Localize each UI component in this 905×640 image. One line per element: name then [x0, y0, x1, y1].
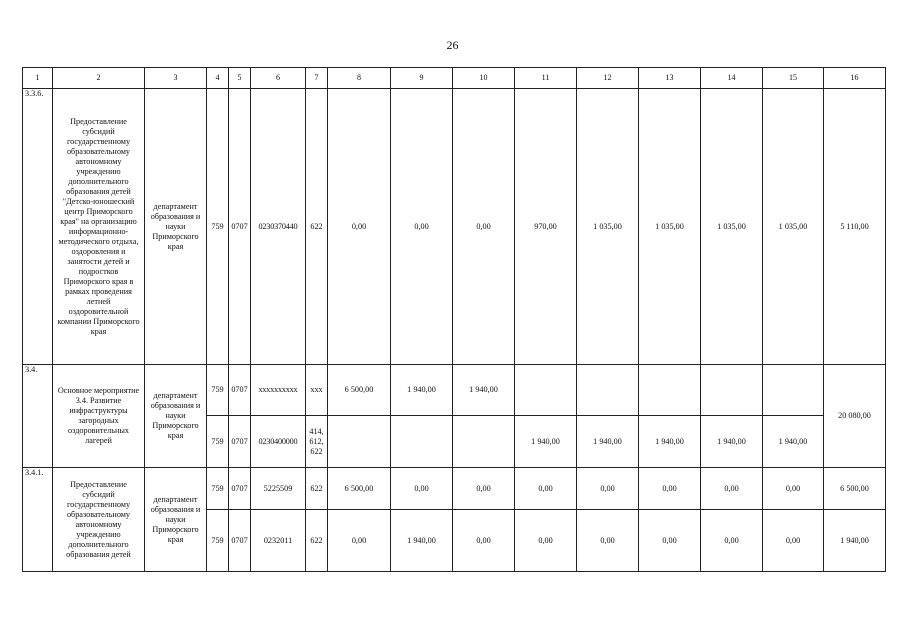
target-code: 0230400000 — [251, 416, 306, 468]
header-cell: 1 — [23, 68, 53, 89]
value-cell: 0,00 — [328, 510, 391, 572]
table-row — [23, 89, 886, 365]
total-cell: 20 080,00 — [824, 365, 886, 468]
expense-code: 414, 612, 622 — [306, 416, 328, 468]
expense-code: 622 — [306, 510, 328, 572]
value-cell: 1 940,00 — [639, 416, 701, 468]
target-code: 5225509 — [251, 468, 306, 510]
value-cell: 1 035,00 — [639, 89, 701, 365]
header-cell: 11 — [515, 68, 577, 89]
target-code: 0230370440 — [251, 89, 306, 365]
empty-cell — [763, 365, 824, 416]
value-cell: 1 035,00 — [701, 89, 763, 365]
value-cell: 1 940,00 — [453, 365, 515, 416]
expense-code: 622 — [306, 468, 328, 510]
value-cell: 0,00 — [639, 510, 701, 572]
item-name: Основное мероприятие 3.4. Развитие инфраструктуры загородных оздоровительных лагерей — [53, 365, 145, 468]
target-code: 0232011 — [251, 510, 306, 572]
value-cell: 0,00 — [639, 468, 701, 510]
expense-code: xxx — [306, 365, 328, 416]
grbs-code: 759 — [207, 510, 229, 572]
header-cell: 14 — [701, 68, 763, 89]
header-cell: 8 — [328, 68, 391, 89]
value-cell: 0,00 — [701, 468, 763, 510]
empty-cell — [577, 365, 639, 416]
value-cell: 0,00 — [701, 510, 763, 572]
total-cell: 6 500,00 — [824, 468, 886, 510]
empty-cell — [453, 416, 515, 468]
value-cell: 1 940,00 — [763, 416, 824, 468]
item-number: 3.3.6. — [23, 89, 53, 365]
value-cell: 0,00 — [453, 89, 515, 365]
total-cell: 1 940,00 — [824, 510, 886, 572]
total-cell: 5 110,00 — [824, 89, 886, 365]
value-cell: 0,00 — [391, 89, 453, 365]
section-code: 0707 — [229, 468, 251, 510]
value-cell: 1 940,00 — [515, 416, 577, 468]
value-cell: 6 500,00 — [328, 365, 391, 416]
header-cell: 2 — [53, 68, 145, 89]
value-cell: 1 035,00 — [577, 89, 639, 365]
value-cell: 1 035,00 — [763, 89, 824, 365]
header-cell: 15 — [763, 68, 824, 89]
item-number: 3.4. — [23, 365, 53, 468]
executor-cell: департамент образования и науки Приморского края — [145, 468, 207, 572]
section-code: 0707 — [229, 89, 251, 365]
value-cell: 1 940,00 — [391, 510, 453, 572]
empty-cell — [515, 365, 577, 416]
table-row — [23, 365, 886, 416]
empty-cell — [701, 365, 763, 416]
value-cell: 1 940,00 — [391, 365, 453, 416]
header-cell: 10 — [453, 68, 515, 89]
section-code: 0707 — [229, 510, 251, 572]
section-code: 0707 — [229, 416, 251, 468]
value-cell: 0,00 — [577, 468, 639, 510]
expense-code: 622 — [306, 89, 328, 365]
header-cell: 16 — [824, 68, 886, 89]
empty-cell — [391, 416, 453, 468]
item-name: Предоставление субсидий государственному образовательному автономному учреждению дополнительного образования детей — [53, 468, 145, 572]
executor-cell: департамент образования и науки Приморского края — [145, 89, 207, 365]
value-cell: 0,00 — [515, 510, 577, 572]
grbs-code: 759 — [207, 89, 229, 365]
header-cell: 13 — [639, 68, 701, 89]
value-cell: 0,00 — [328, 89, 391, 365]
table-row — [23, 468, 886, 510]
value-cell: 6 500,00 — [328, 468, 391, 510]
empty-cell — [639, 365, 701, 416]
grbs-code: 759 — [207, 365, 229, 416]
header-row — [23, 68, 886, 89]
value-cell: 0,00 — [577, 510, 639, 572]
value-cell: 1 940,00 — [701, 416, 763, 468]
header-cell: 12 — [577, 68, 639, 89]
value-cell: 0,00 — [763, 510, 824, 572]
empty-cell — [328, 416, 391, 468]
value-cell: 970,00 — [515, 89, 577, 365]
header-cell: 7 — [306, 68, 328, 89]
executor-cell: департамент образования и науки Приморского края — [145, 365, 207, 468]
header-cell: 4 — [207, 68, 229, 89]
header-cell: 9 — [391, 68, 453, 89]
value-cell: 0,00 — [453, 468, 515, 510]
value-cell: 0,00 — [515, 468, 577, 510]
header-cell: 5 — [229, 68, 251, 89]
section-code: 0707 — [229, 365, 251, 416]
grbs-code: 759 — [207, 468, 229, 510]
page-number: 26 — [446, 38, 459, 52]
value-cell: 1 940,00 — [577, 416, 639, 468]
item-name: Предоставление субсидий государственному образовательному автономному учреждению дополнительного образования детей "Детско-юношеский центр Приморского края" на организацию информационно-методического отдыха, оздоровления и занятости детей и подростков Приморского края в рамках проведения летней оздоровительной компании Приморского края — [53, 89, 145, 365]
value-cell: 0,00 — [763, 468, 824, 510]
header-cell: 3 — [145, 68, 207, 89]
target-code: xxxxxxxxxx — [251, 365, 306, 416]
budget-table — [22, 67, 886, 572]
item-number: 3.4.1. — [23, 468, 53, 572]
grbs-code: 759 — [207, 416, 229, 468]
value-cell: 0,00 — [391, 468, 453, 510]
value-cell: 0,00 — [453, 510, 515, 572]
header-cell: 6 — [251, 68, 306, 89]
